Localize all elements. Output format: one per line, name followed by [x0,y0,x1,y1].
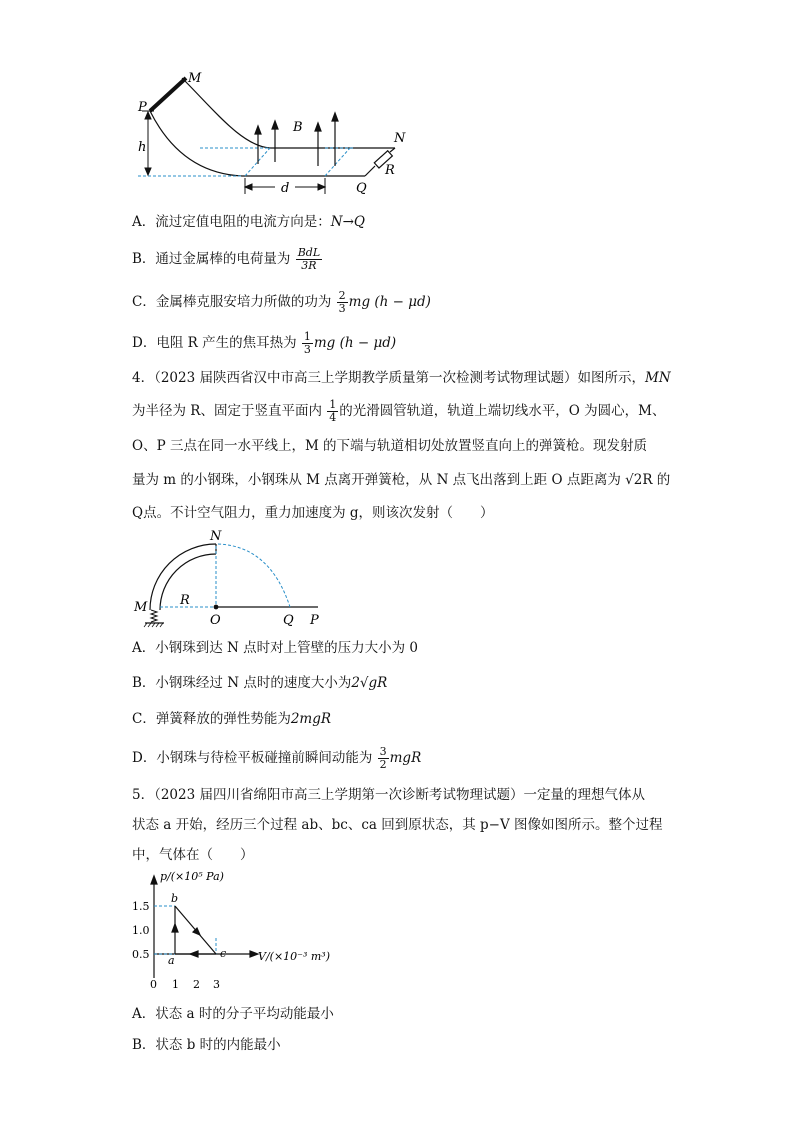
q5-option-a: A．状态 a 时的分子平均动能最小 [132,1006,334,1022]
q4-stem-line-1: 4．（2023 届陕西省汉中市高三上学期教学质量第一次检测考试物理试题）如图所示，MN [132,370,671,386]
q4-option-d: D．小钢珠与待检平板碰撞前瞬间动能为 $\frac{3}{2}$ mgR [132,745,422,771]
label-Q: Q [356,181,367,196]
point-b: b [171,892,179,905]
q3-option-a: A．流过定值电阻的电流方向是：N→Q [132,214,365,230]
label-M: M [134,600,148,615]
q4-stem-line-4: 量为 m 的小钢珠，小钢珠从 M 点离开弹簧枪，从 N 点飞出落到上距 O 点距离为 √2R 的 [132,472,671,488]
label-B: B [293,120,303,135]
y-axis-label: p/(×10⁵ Pa) [160,870,224,883]
label-R: R [385,163,395,178]
y-tick-0-5: 0.5 [132,948,150,961]
q4-option-b: B．小钢珠经过 N 点时的速度大小为2√gR [132,675,388,691]
q3-option-d: D．电阻 R 产生的焦耳热为 $\frac{1}{3}$ mg (h − μd) [132,330,397,356]
label-R: R [180,593,190,608]
label-N: N [394,131,406,146]
q3-rail-circuit-diagram [130,66,420,198]
label-P: P [138,100,147,115]
q5-option-b: B．状态 b 时的内能最小 [132,1037,281,1053]
y-tick-1-0: 1.0 [132,924,150,937]
label-d: d [281,181,290,196]
label-P: P [310,613,319,628]
y-tick-1-5: 1.5 [132,900,150,913]
q5-stem-line-3: 中，气体在（ ） [132,847,254,863]
q4-option-a: A．小钢珠到达 N 点时对上管壁的压力大小为 0 [132,640,419,656]
point-a: a [168,954,175,967]
x-tick-1: 1 [172,978,179,991]
label-h: h [138,140,147,155]
label-M: M [188,71,202,86]
x-tick-3: 3 [213,978,220,991]
q4-stem-line-5: Q点。不计空气阻力，重力加速度为 g，则该次发射（ ） [132,505,494,521]
x-tick-2: 2 [193,978,200,991]
x-tick-0: 0 [150,978,157,991]
q4-stem-line-3: O、P 三点在同一水平线上，M 的下端与轨道相切处放置竖直向上的弹簧枪。现发射质 [132,438,648,454]
q4-circular-track-diagram [130,528,330,628]
point-c: c [220,947,227,960]
label-N: N [210,529,222,544]
q5-pv-graph [130,868,340,992]
q4-option-c: C．弹簧释放的弹性势能为2mgR [132,711,332,727]
q5-stem-line-2: 状态 a 开始，经历三个过程 ab、bc、ca 回到原状态，其 p−V 图像如图所示。整个过程 [132,817,663,833]
q4-stem-line-2: 为半径为 R、固定于竖直平面内 $\frac{1}{4}$ 的光滑圆管轨道，轨道上端切线水平，O 为圆心，M、 [132,398,666,424]
label-Q: Q [283,613,294,628]
label-O: O [210,613,221,628]
q3-option-b: B．通过金属棒的电荷量为 $\frac{\text{BdL}}{3R}$ [132,246,321,272]
q3-option-c: C．金属棒克服安培力所做的功为 $\frac{2}{3}$ mg (h − μd) [132,289,431,315]
x-axis-label: V/(×10⁻³ m³) [258,950,330,963]
q5-stem-line-1: 5．（2023 届四川省绵阳市高三上学期第一次诊断考试物理试题）一定量的理想气体从 [132,787,645,803]
